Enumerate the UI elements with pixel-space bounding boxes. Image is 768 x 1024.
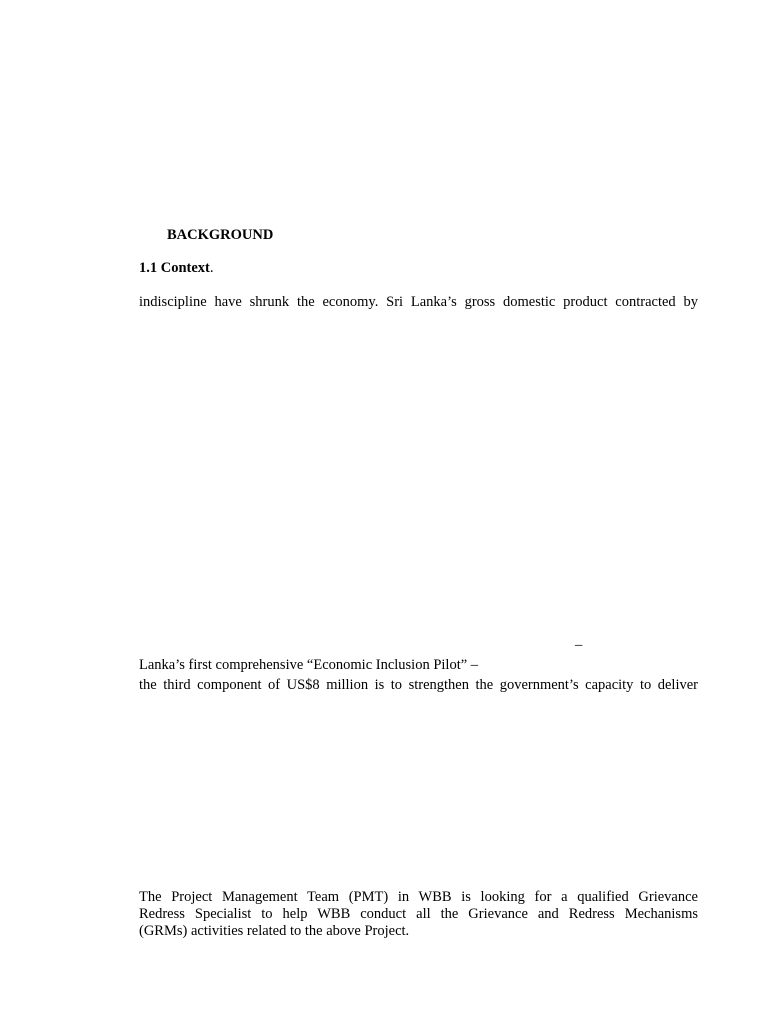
paragraph-context-line: indiscipline have shrunk the economy. Sri Lanka’s gross domestic product contracted by — [139, 294, 698, 310]
paragraph-pmt-line-2: Redress Specialist to help WBB conduct all the Grievance and Redress Mechanisms — [139, 906, 698, 922]
paragraph-pilot-line: Lanka’s first comprehensive “Economic Inclusion Pilot” – — [139, 657, 479, 673]
section-heading: BACKGROUND — [167, 227, 274, 243]
subsection-title: 1.1 Context — [139, 260, 210, 276]
subsection-heading — [139, 260, 214, 277]
subsection-title-period: . — [209, 260, 214, 276]
paragraph-component-line: the third component of US$8 million is to strengthen the government’s capacity to deliver — [139, 677, 698, 693]
paragraph-pmt-line-3: (GRMs) activities related to the above Project. — [139, 923, 410, 939]
paragraph-pmt-line-1: The Project Management Team (PMT) in WBB is looking for a qualified Grievance — [139, 889, 698, 905]
stray-dash: – — [575, 637, 583, 653]
